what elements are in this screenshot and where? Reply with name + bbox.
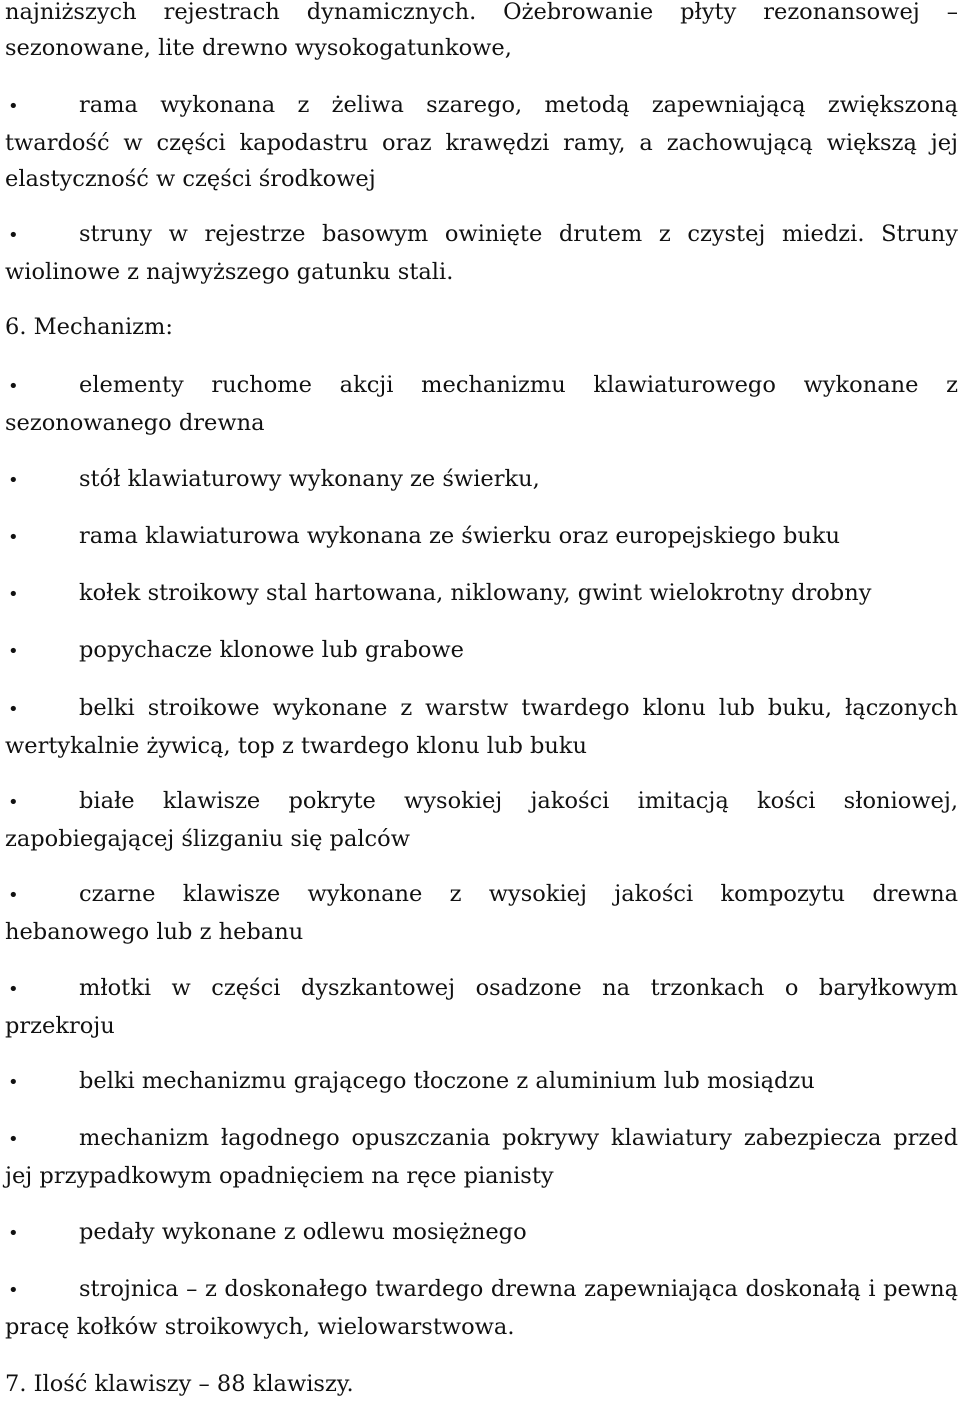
bullet-icon: • [8,96,19,117]
bullet-icon: • [8,792,19,813]
list-item-text: mechanizm łagodnego opuszczania pokrywy klawiatury zabezpiecza przed jej przypadkowym opadnięciem na ręce pianisty [5,1125,958,1189]
list-item [5,461,958,499]
list-item-text: elementy ruchome akcji mechanizmu klawiaturowego wykonane z sezonowanego drewna [5,372,958,436]
bullet-icon: • [8,1072,19,1093]
list-item-text: białe klawisze pokryte wysokiej jakości imitacją kości słoniowej, zapobiegającej ślizganiu się palców [5,788,958,852]
list-item [5,575,958,613]
list-item-text: belki stroikowe wykonane z warstw twardego klonu lub buku, łączonych wertykalnie żywicą, top z twardego klonu lub buku [5,695,958,759]
list-item [5,970,958,1044]
list-item [5,367,958,441]
list-item-text: rama klawiaturowa wykonana ze świerku oraz europejskiego buku [79,523,840,549]
list-item [5,1271,958,1345]
bullet-icon: • [8,1223,19,1244]
list-item-text: stół klawiaturowy wykonany ze świerku, [79,466,540,492]
bullet-icon: • [8,699,19,720]
bullet-icon: • [8,584,19,605]
list-item-text: młotki w części dyszkantowej osadzone na trzonkach o baryłkowym przekroju [5,975,958,1039]
list-item-text: belki mechanizmu grającego tłoczone z aluminium lub mosiądzu [79,1068,815,1094]
bullet-icon: • [8,885,19,906]
bullet-icon: • [8,376,19,397]
list-item [5,690,958,764]
bullet-icon: • [8,1129,19,1150]
list-item [5,518,958,556]
section-heading: 7. Ilość klawiszy – 88 klawiszy. [5,1371,354,1397]
list-item [5,87,958,197]
list-item [5,1063,958,1101]
list-item-text: czarne klawisze wykonane z wysokiej jakości kompozytu drewna hebanowego lub z hebanu [5,881,958,945]
list-item-text: kołek stroikowy stal hartowana, niklowany, gwint wielokrotny drobny [79,580,872,606]
list-item-text: rama wykonana z żeliwa szarego, metodą zapewniającą zwiększoną twardość w części kapodastru oraz krawędzi ramy, a zachowującą większą jej elastyczność w części środkowej [5,92,958,192]
bullet-icon: • [8,470,19,491]
list-item-text: popychacze klonowe lub grabowe [79,637,464,663]
bullet-icon: • [8,527,19,548]
list-item-text: struny w rejestrze basowym owinięte drutem z czystej miedzi. Struny wiolinowe z najwyższego gatunku stali. [5,221,958,285]
list-item [5,1120,958,1194]
list-item [5,216,958,290]
bullet-icon: • [8,641,19,662]
bullet-icon: • [8,979,19,1000]
bullet-icon: • [8,1280,19,1301]
intro-paragraph: najniższych rejestrach dynamicznych. Ożebrowanie płyty rezonansowej – sezonowane, lite drewno wysokogatunkowe, [5,0,958,61]
section-heading: 6. Mechanizm: [5,314,173,340]
list-item [5,1214,958,1252]
list-item [5,632,958,670]
list-item [5,876,958,950]
bullet-icon: • [8,225,19,246]
list-item [5,783,958,857]
list-item-text: strojnica – z doskonałego twardego drewna zapewniająca doskonałą i pewną pracę kołków stroikowych, wielowarstwowa. [5,1276,958,1340]
list-item-text: pedały wykonane z odlewu mosiężnego [79,1219,527,1245]
